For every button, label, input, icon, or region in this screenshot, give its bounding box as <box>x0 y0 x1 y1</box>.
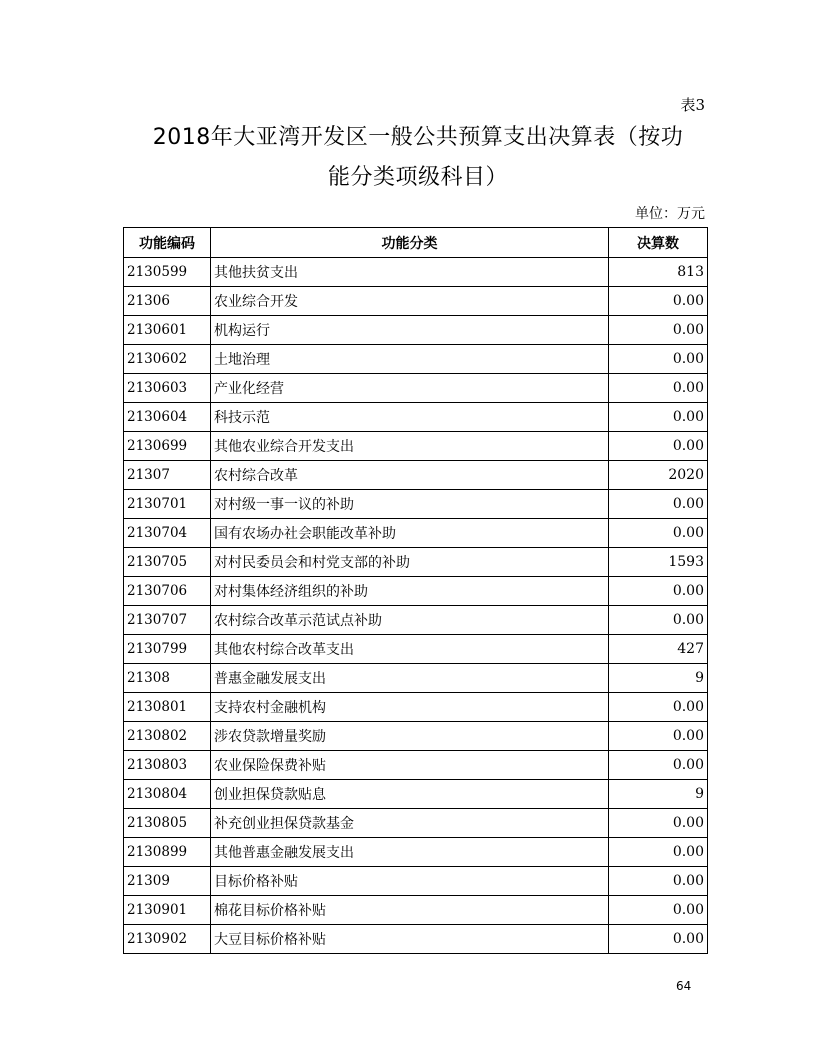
title-line-2: 能分类项级科目） <box>327 165 508 190</box>
category-cell: 农村综合改革示范试点补助 <box>211 606 609 635</box>
table-row <box>124 345 708 374</box>
category-cell: 其他扶贫支出 <box>211 258 609 287</box>
page-title <box>120 118 716 198</box>
table-header-row <box>124 228 708 258</box>
code-cell: 2130901 <box>124 896 211 925</box>
table-label: 表3 <box>680 96 705 114</box>
code-cell: 2130799 <box>124 635 211 664</box>
code-cell: 2130705 <box>124 548 211 577</box>
amount-cell: 0.00 <box>609 896 708 925</box>
amount-cell: 0.00 <box>609 606 708 635</box>
amount-cell: 0.00 <box>609 809 708 838</box>
category-cell: 涉农贷款增量奖励 <box>211 722 609 751</box>
code-cell: 2130603 <box>124 374 211 403</box>
code-cell: 2130707 <box>124 606 211 635</box>
amount-cell: 0.00 <box>609 751 708 780</box>
category-cell: 补充创业担保贷款基金 <box>211 809 609 838</box>
category-cell: 普惠金融发展支出 <box>211 664 609 693</box>
code-cell: 2130602 <box>124 345 211 374</box>
amount-cell: 0.00 <box>609 316 708 345</box>
category-cell: 农村综合改革 <box>211 461 609 490</box>
category-cell: 国有农场办社会职能改革补助 <box>211 519 609 548</box>
amount-cell: 0.00 <box>609 345 708 374</box>
code-cell: 2130803 <box>124 751 211 780</box>
table-row <box>124 838 708 867</box>
amount-cell: 0.00 <box>609 838 708 867</box>
category-cell: 支持农村金融机构 <box>211 693 609 722</box>
amount-cell: 1593 <box>609 548 708 577</box>
column-header-category: 功能分类 <box>211 228 609 258</box>
column-header-code: 功能编码 <box>124 228 211 258</box>
table-row <box>124 403 708 432</box>
category-cell: 土地治理 <box>211 345 609 374</box>
category-cell: 农业保险保费补贴 <box>211 751 609 780</box>
amount-cell: 2020 <box>609 461 708 490</box>
amount-cell: 0.00 <box>609 693 708 722</box>
amount-cell: 0.00 <box>609 519 708 548</box>
table-row <box>124 316 708 345</box>
category-cell: 棉花目标价格补贴 <box>211 896 609 925</box>
category-cell: 机构运行 <box>211 316 609 345</box>
table-row <box>124 925 708 954</box>
code-cell: 21309 <box>124 867 211 896</box>
amount-cell: 0.00 <box>609 867 708 896</box>
category-cell: 其他普惠金融发展支出 <box>211 838 609 867</box>
amount-cell: 427 <box>609 635 708 664</box>
table-row <box>124 287 708 316</box>
table-row <box>124 490 708 519</box>
category-cell: 其他农业综合开发支出 <box>211 432 609 461</box>
category-cell: 农业综合开发 <box>211 287 609 316</box>
table-row <box>124 519 708 548</box>
table-row <box>124 461 708 490</box>
category-cell: 大豆目标价格补贴 <box>211 925 609 954</box>
column-header-amount: 决算数 <box>609 228 708 258</box>
title-line-1: 2018年大亚湾开发区一般公共预算支出决算表（按功 <box>152 125 684 150</box>
amount-cell: 813 <box>609 258 708 287</box>
code-cell: 2130706 <box>124 577 211 606</box>
code-cell: 21307 <box>124 461 211 490</box>
category-cell: 科技示范 <box>211 403 609 432</box>
table-row <box>124 722 708 751</box>
code-cell: 2130701 <box>124 490 211 519</box>
table-row <box>124 867 708 896</box>
page-number: 64 <box>676 979 692 993</box>
code-cell: 2130604 <box>124 403 211 432</box>
code-cell: 21306 <box>124 287 211 316</box>
code-cell: 21308 <box>124 664 211 693</box>
table-row <box>124 809 708 838</box>
amount-cell: 9 <box>609 780 708 809</box>
category-cell: 对村级一事一议的补助 <box>211 490 609 519</box>
code-cell: 2130805 <box>124 809 211 838</box>
category-cell: 目标价格补贴 <box>211 867 609 896</box>
amount-cell: 0.00 <box>609 403 708 432</box>
table-row <box>124 432 708 461</box>
table-row <box>124 374 708 403</box>
code-cell: 2130601 <box>124 316 211 345</box>
code-cell: 2130801 <box>124 693 211 722</box>
amount-cell: 0.00 <box>609 577 708 606</box>
code-cell: 2130804 <box>124 780 211 809</box>
code-cell: 2130704 <box>124 519 211 548</box>
table-row <box>124 577 708 606</box>
category-cell: 对村民委员会和村党支部的补助 <box>211 548 609 577</box>
table-row <box>124 664 708 693</box>
table-row <box>124 606 708 635</box>
table-row <box>124 780 708 809</box>
table-row <box>124 693 708 722</box>
table-row <box>124 896 708 925</box>
amount-cell: 0.00 <box>609 374 708 403</box>
category-cell: 其他农村综合改革支出 <box>211 635 609 664</box>
table-row <box>124 751 708 780</box>
code-cell: 2130802 <box>124 722 211 751</box>
code-cell: 2130599 <box>124 258 211 287</box>
code-cell: 2130902 <box>124 925 211 954</box>
amount-cell: 0.00 <box>609 432 708 461</box>
category-cell: 对村集体经济组织的补助 <box>211 577 609 606</box>
table-row <box>124 258 708 287</box>
unit-label: 单位：万元 <box>635 206 705 222</box>
budget-table <box>123 227 708 954</box>
category-cell: 产业化经营 <box>211 374 609 403</box>
amount-cell: 0.00 <box>609 925 708 954</box>
amount-cell: 0.00 <box>609 722 708 751</box>
category-cell: 创业担保贷款贴息 <box>211 780 609 809</box>
amount-cell: 0.00 <box>609 490 708 519</box>
table-row <box>124 548 708 577</box>
table-row <box>124 635 708 664</box>
code-cell: 2130699 <box>124 432 211 461</box>
code-cell: 2130899 <box>124 838 211 867</box>
amount-cell: 9 <box>609 664 708 693</box>
table-body <box>124 258 708 954</box>
amount-cell: 0.00 <box>609 287 708 316</box>
